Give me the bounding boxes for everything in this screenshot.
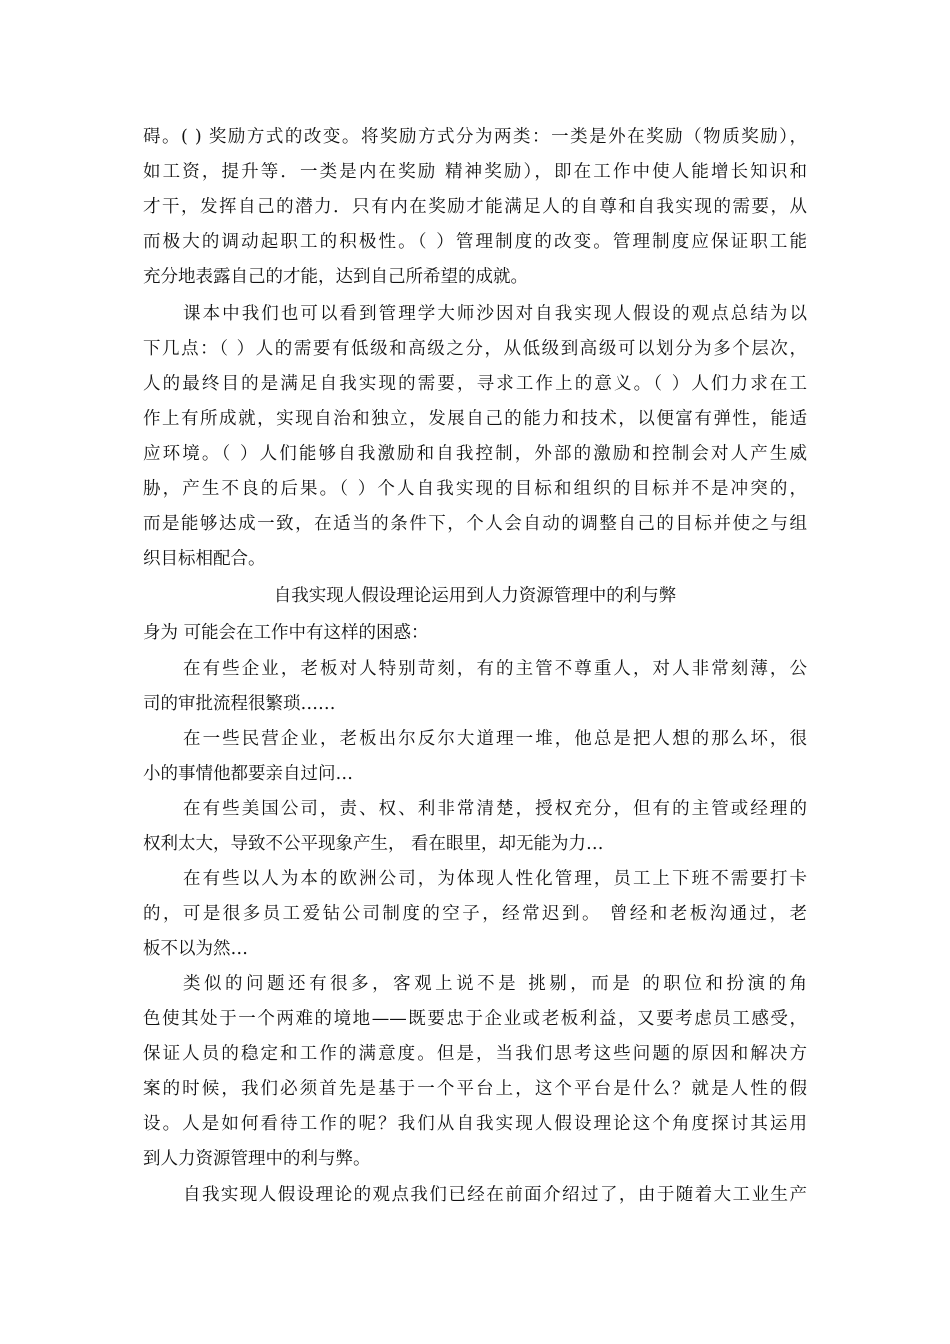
text-line-9: 作上有所成就，实现自治和独立，发展自己的能力和技术，以便富有弹性，能适 — [143, 409, 807, 429]
text-line-15: 身为 可能会在工作中有这样的困惑： — [143, 623, 429, 643]
text-line-11: 胁，产生不良的后果。（ ）个人自我实现的目标和组织的目标并不是冲突的， — [143, 479, 807, 499]
text-line-20: 在有些美国公司，责、权、利非常清楚，授权充分，但有的主管或经理的 — [183, 799, 807, 819]
text-line-17: 司的审批流程很繁琐…… — [143, 694, 336, 714]
text-line-8: 人的最终目的是满足自我实现的需要，寻求工作上的意义。（ ）人们力求在工 — [143, 374, 807, 394]
text-line-4: 而极大的调动起职工的积极性。（ ）管理制度的改变。管理制度应保证职工能 — [143, 232, 807, 252]
text-line-25: 类似的问题还有很多，客观上说不是 挑剔，而是 的职位和扮演的角 — [183, 974, 807, 994]
text-line-21: 权利太大，导致不公平现象产生， 看在眼里，却无能为力… — [143, 834, 604, 854]
text-line-31: 自我实现人假设理论的观点我们已经在前面介绍过了，由于随着大工业生产 — [183, 1185, 807, 1205]
text-line-28: 案的时候，我们必须首先是基于一个平台上，这个平台是什么？就是人性的假 — [143, 1079, 807, 1099]
text-line-30: 到人力资源管理中的利与弊。 — [143, 1149, 371, 1169]
text-line-24: 板不以为然… — [143, 939, 248, 959]
text-line-6: 课本中我们也可以看到管理学大师沙因对自我实现人假设的观点总结为以 — [183, 304, 807, 324]
text-line-1: 碍。( ) 奖励方式的改变。将奖励方式分为两类：一类是外在奖励（物质奖励）， — [143, 127, 807, 147]
text-line-10: 应环境。（ ）人们能够自我激励和自我控制，外部的激励和控制会对人产生威 — [143, 444, 807, 464]
text-line-16: 在有些企业，老板对人特别苛刻，有的主管不尊重人，对人非常刻薄，公 — [183, 659, 807, 679]
text-line-23: 的，可是很多员工爱钻公司制度的空子，经常迟到。 曾经和老板沟通过，老 — [143, 904, 807, 924]
text-line-27: 保证人员的稳定和工作的满意度。但是，当我们思考这些问题的原因和解决方 — [143, 1044, 807, 1064]
text-line-29: 设。人是如何看待工作的呢？我们从自我实现人假设理论这个角度探讨其运用 — [143, 1114, 807, 1134]
text-line-19: 小的事情他都要亲自过问… — [143, 764, 353, 784]
text-line-3: 才干，发挥自己的潜力．只有内在奖励才能满足人的自尊和自我实现的需要，从 — [143, 197, 807, 217]
text-line-13: 织目标相配合。 — [143, 549, 266, 569]
text-line-26: 色使其处于一个两难的境地——既要忠于企业或老板利益，又要考虑员工感受， — [143, 1009, 807, 1029]
text-line-7: 下几点：（ ）人的需要有低级和高级之分，从低级到高级可以划分为多个层次， — [143, 339, 807, 359]
section-heading: 自我实现人假设理论运用到人力资源管理中的利与弊 — [273, 586, 677, 606]
text-line-5: 充分地表露自己的才能，达到自己所希望的成就。 — [143, 267, 528, 287]
text-line-18: 在一些民营企业，老板出尔反尔大道理一堆，他总是把人想的那么坏，很 — [183, 729, 807, 749]
text-line-12: 而是能够达成一致，在适当的条件下，个人会自动的调整自己的目标并使之与组 — [143, 514, 807, 534]
text-line-22: 在有些以人为本的欧洲公司，为体现人性化管理，员工上下班不需要打卡 — [183, 869, 807, 889]
text-line-2: 如工资，提升等．一类是内在奖励 精神奖励），即在工作中使人能增长知识和 — [143, 162, 807, 182]
